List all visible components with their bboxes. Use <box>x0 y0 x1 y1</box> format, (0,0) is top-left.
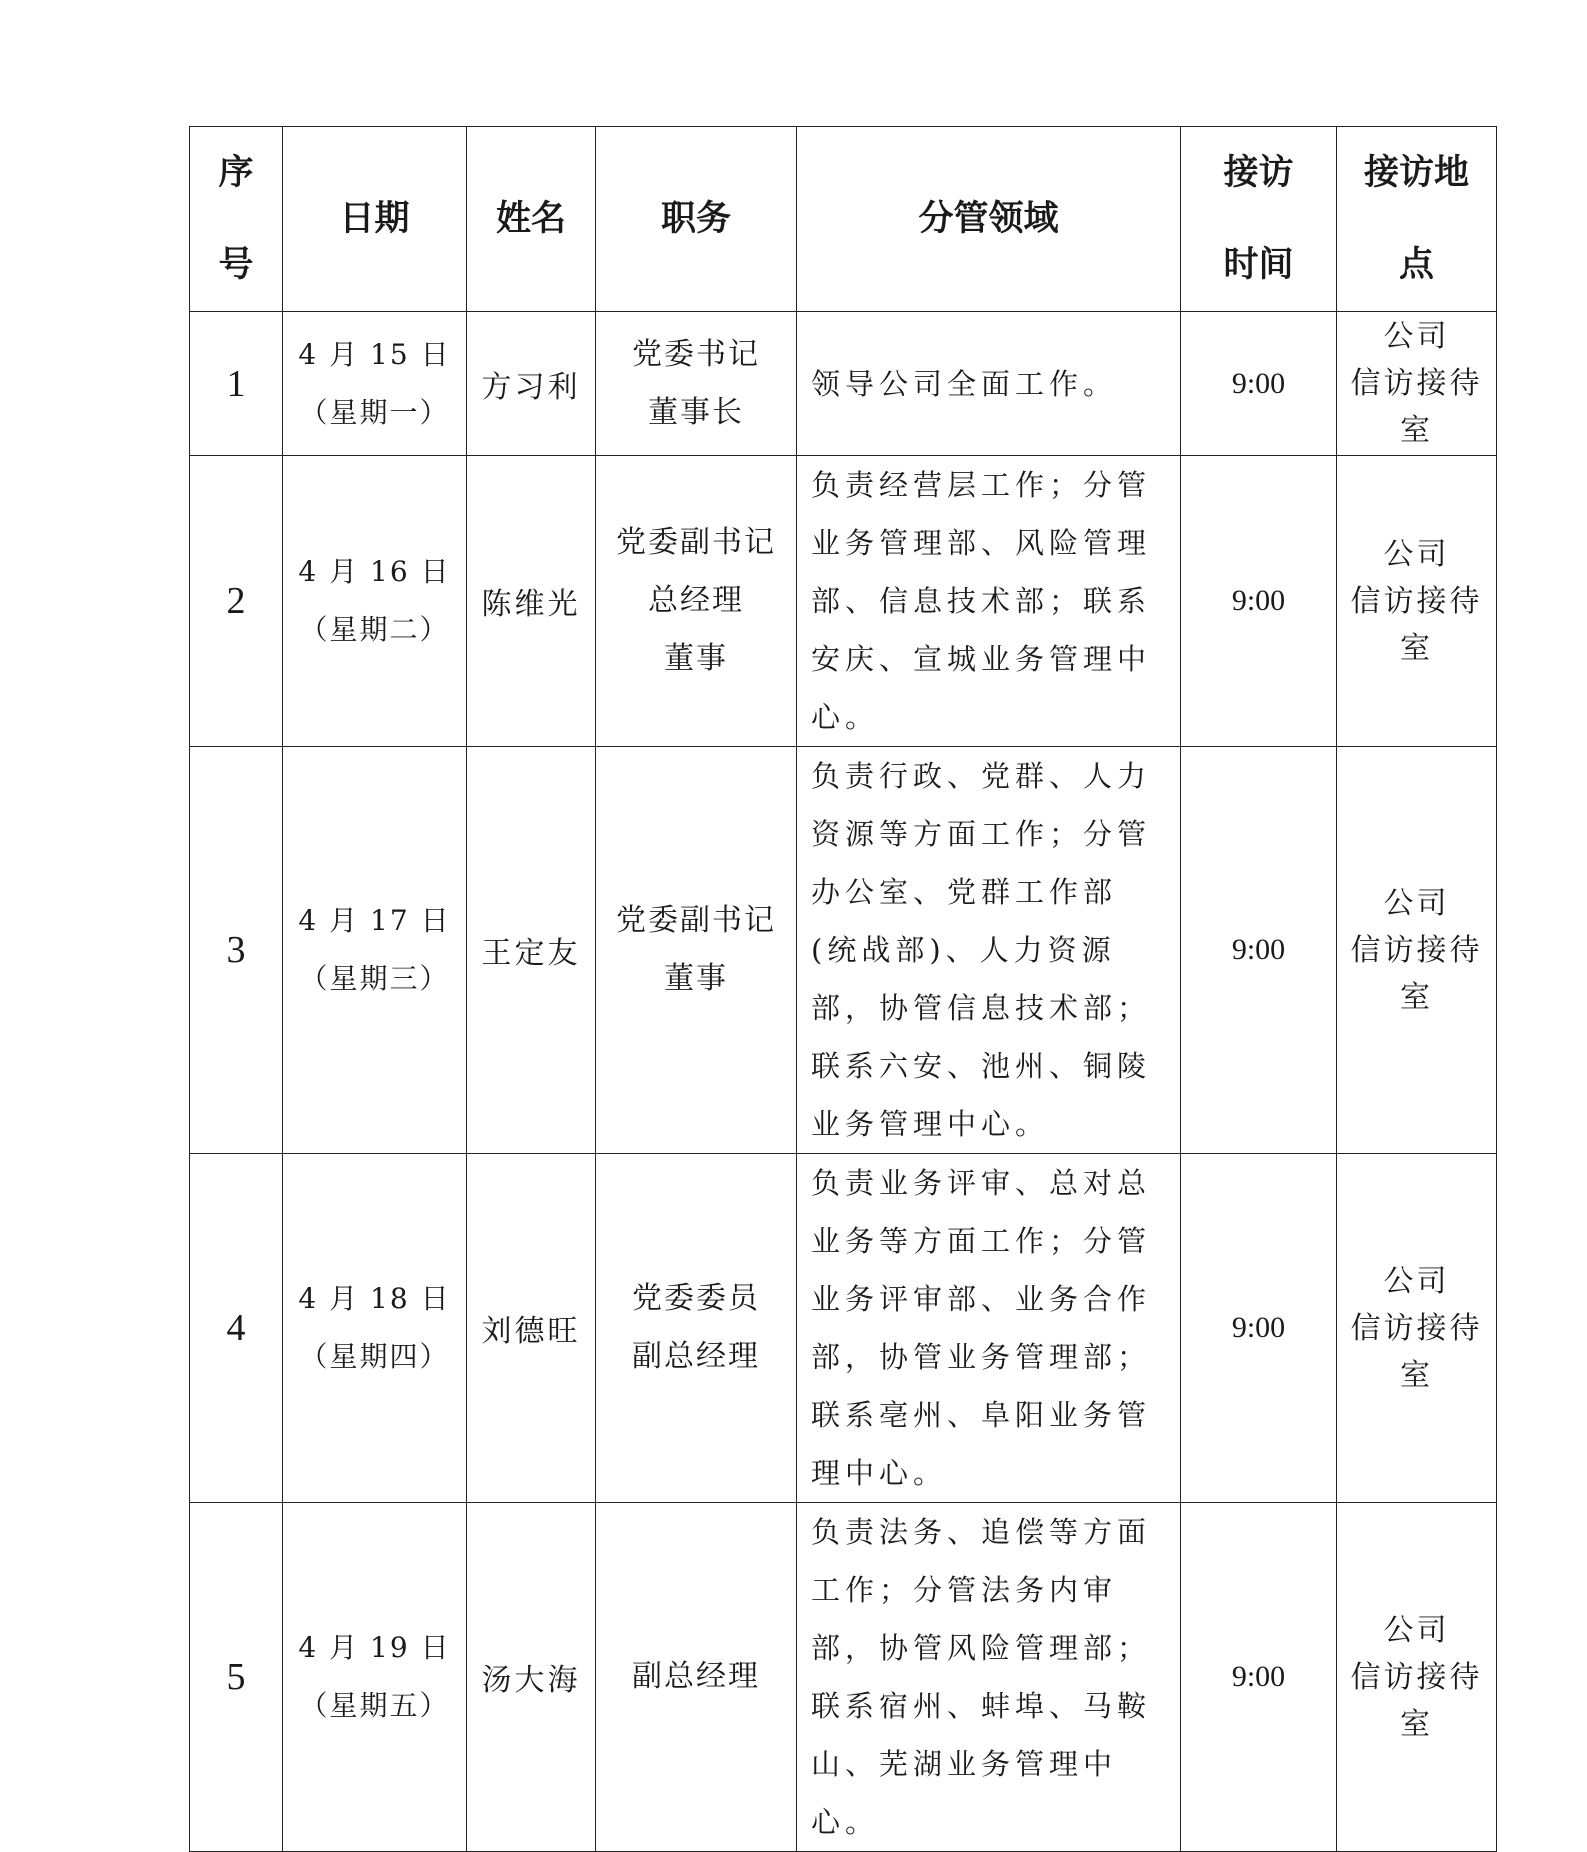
header-date: 日期 <box>283 127 467 312</box>
row-location-line: 信访接待 <box>1350 932 1483 968</box>
row-position-line: 副总经理 <box>632 1659 760 1694</box>
row-location <box>1337 1154 1497 1503</box>
row-seq: 1 <box>190 312 283 456</box>
row-location-line: 公司 <box>1383 1263 1450 1299</box>
row-location-line: 室 <box>1400 979 1433 1015</box>
row-time: 9:00 <box>1181 312 1337 456</box>
row-time: 9:00 <box>1181 747 1337 1154</box>
row-position-line: 副总经理 <box>632 1339 760 1374</box>
row-seq: 4 <box>190 1154 283 1503</box>
header-location-line-2: 点 <box>1398 245 1434 285</box>
table-row <box>190 312 1497 456</box>
row-area: 负责经营层工作；分管业务管理部、风险管理部、信息技术部；联系安庆、宣城业务管理中心。 <box>797 456 1181 747</box>
row-name: 刘德旺 <box>467 1154 596 1503</box>
row-seq: 5 <box>190 1503 283 1852</box>
row-position <box>596 456 797 747</box>
row-location-line: 公司 <box>1383 1612 1450 1648</box>
table-row <box>190 456 1497 747</box>
row-date <box>283 312 467 456</box>
table-row <box>190 747 1497 1154</box>
row-location-line: 信访接待 <box>1350 366 1483 401</box>
row-seq: 3 <box>190 747 283 1154</box>
row-name: 王定友 <box>467 747 596 1154</box>
row-name: 汤大海 <box>467 1503 596 1852</box>
header-time-line-1: 接访 <box>1223 153 1294 193</box>
header-location <box>1337 127 1497 312</box>
row-location-line: 公司 <box>1383 885 1450 921</box>
row-date <box>283 1503 467 1852</box>
row-position <box>596 1503 797 1852</box>
row-location <box>1337 312 1497 456</box>
row-seq: 2 <box>190 456 283 747</box>
row-area: 领导公司全面工作。 <box>797 312 1181 456</box>
row-position <box>596 1154 797 1503</box>
header-name: 姓名 <box>467 127 596 312</box>
header-time <box>1181 127 1337 312</box>
row-location-line: 室 <box>1400 1357 1433 1393</box>
row-position-line: 总经理 <box>648 583 744 618</box>
row-location-line: 信访接待 <box>1350 1659 1483 1695</box>
row-location <box>1337 456 1497 747</box>
row-date <box>283 1154 467 1503</box>
row-position-line: 党委副书记 <box>616 903 776 938</box>
row-position-line: 董事长 <box>648 394 744 430</box>
header-area: 分管领域 <box>797 127 1181 312</box>
header-seq-line-2: 号 <box>218 245 254 285</box>
row-position-line: 董事 <box>664 641 728 676</box>
row-date-weekday: （星期三） <box>299 962 450 995</box>
row-location-line: 公司 <box>1383 536 1450 572</box>
header-seq <box>190 127 283 312</box>
row-date-weekday: （星期五） <box>299 1689 450 1722</box>
row-name: 陈维光 <box>467 456 596 747</box>
row-date-day: 4 月 19 日 <box>298 1631 451 1664</box>
row-location-line: 室 <box>1400 413 1433 448</box>
row-position <box>596 312 797 456</box>
row-location-line: 室 <box>1400 630 1433 666</box>
row-location <box>1337 1503 1497 1852</box>
row-area: 负责业务评审、总对总业务等方面工作；分管业务评审部、业务合作部，协管业务管理部；联系亳州、阜阳业务管理中心。 <box>797 1154 1181 1503</box>
row-date-day: 4 月 15 日 <box>298 337 451 371</box>
header-position: 职务 <box>596 127 797 312</box>
row-time: 9:00 <box>1181 1503 1337 1852</box>
row-location <box>1337 747 1497 1154</box>
row-date <box>283 747 467 1154</box>
row-time: 9:00 <box>1181 456 1337 747</box>
row-date-day: 4 月 17 日 <box>298 904 451 937</box>
row-date-weekday: （星期一） <box>299 395 450 429</box>
row-date-day: 4 月 16 日 <box>298 555 451 588</box>
row-location-line: 公司 <box>1383 319 1450 354</box>
row-position-line: 党委委员 <box>632 1281 760 1316</box>
row-location-line: 信访接待 <box>1350 1310 1483 1346</box>
row-position-line: 党委书记 <box>632 336 760 372</box>
row-position <box>596 747 797 1154</box>
row-date-weekday: （星期四） <box>299 1340 450 1373</box>
row-location-line: 室 <box>1400 1706 1433 1742</box>
row-date-weekday: （星期二） <box>299 613 450 646</box>
row-name: 方习利 <box>467 312 596 456</box>
row-location-line: 信访接待 <box>1350 583 1483 619</box>
row-area: 负责法务、追偿等方面工作；分管法务内审部，协管风险管理部；联系宿州、蚌埠、马鞍山、芜湖业务管理中心。 <box>797 1503 1181 1852</box>
header-time-line-2: 时间 <box>1223 245 1294 285</box>
table-row <box>190 1154 1497 1503</box>
table-row <box>190 1503 1497 1852</box>
row-time: 9:00 <box>1181 1154 1337 1503</box>
row-position-line: 党委副书记 <box>616 525 776 560</box>
row-date <box>283 456 467 747</box>
header-row <box>190 127 1497 312</box>
header-location-line-1: 接访地 <box>1363 153 1469 193</box>
reception-schedule-table <box>189 126 1497 1852</box>
header-seq-line-1: 序 <box>218 153 254 193</box>
row-position-line: 董事 <box>664 961 728 996</box>
row-date-day: 4 月 18 日 <box>298 1282 451 1315</box>
row-area: 负责行政、党群、人力资源等方面工作；分管办公室、党群工作部(统战部)、人力资源部，协管信息技术部；联系六安、池州、铜陵业务管理中心。 <box>797 747 1181 1154</box>
